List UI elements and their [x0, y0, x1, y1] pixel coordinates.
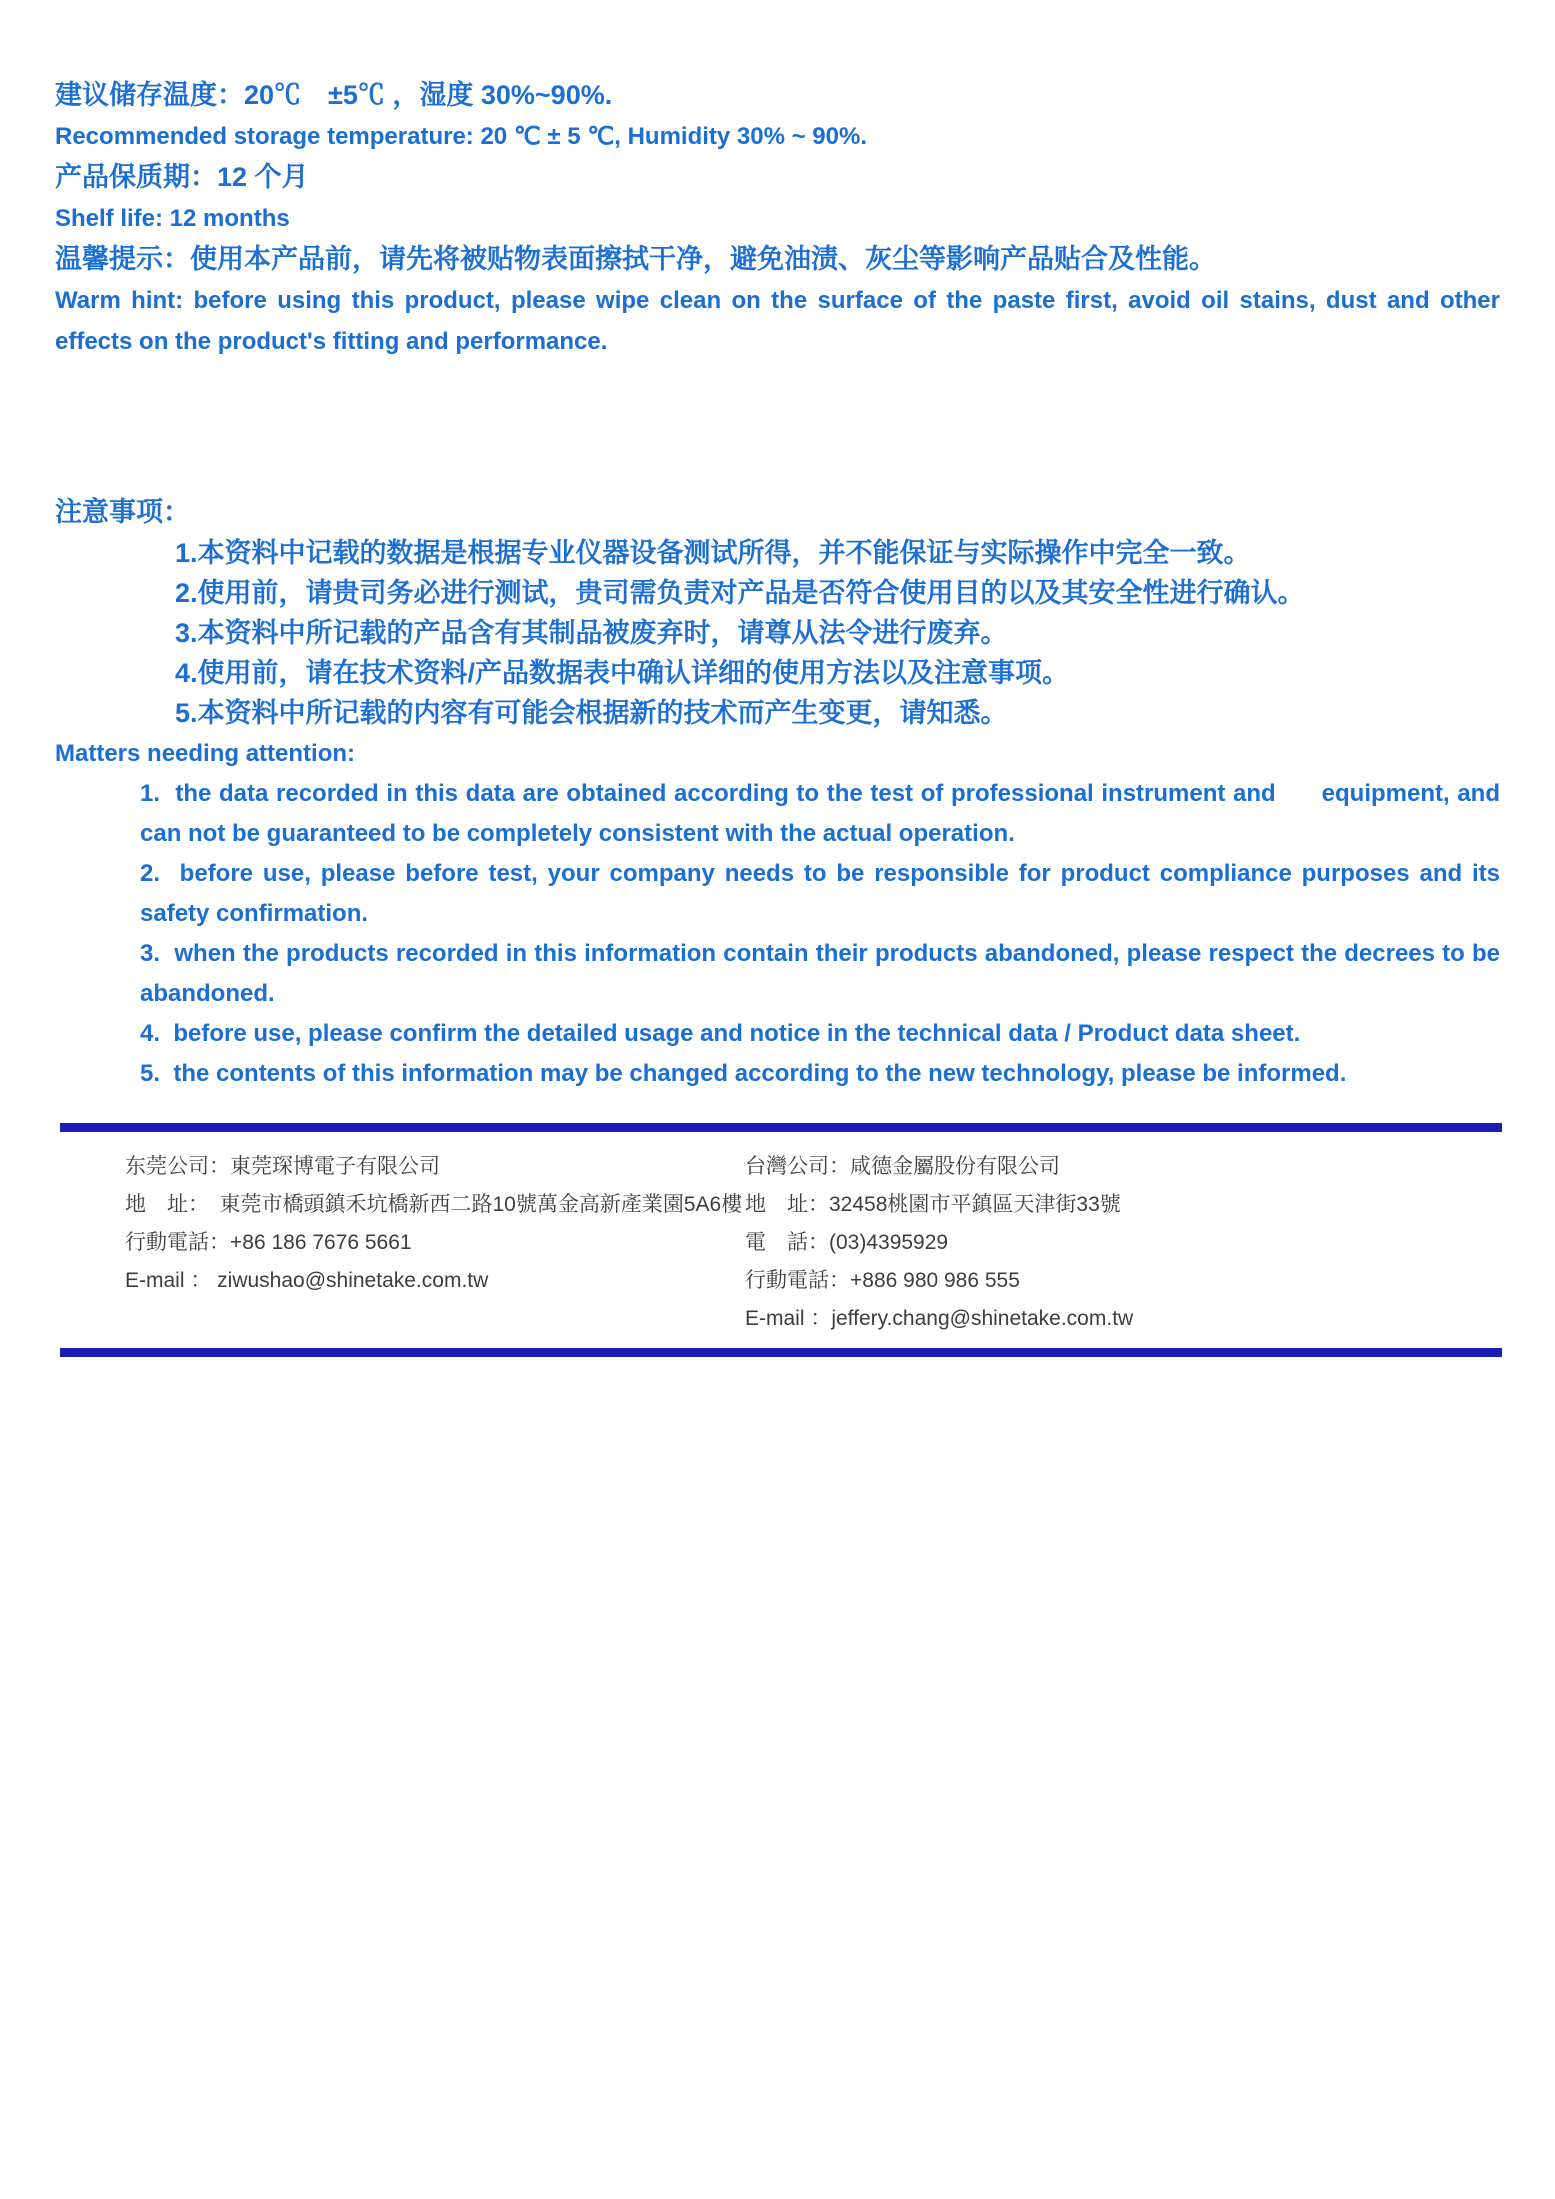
attention-item-en-3: 3. when the products recorded in this information contain their products abandoned, please respect the decrees to be abandoned.	[140, 940, 1507, 1007]
footer-contact-block	[125, 1148, 1470, 1338]
attention-list-zh	[55, 533, 1500, 733]
attention-item-zh-2: 2.使用前，请贵司务必进行测试，贵司需负责对产品是否符合使用目的以及其安全性进行确认。	[175, 578, 1305, 608]
attention-item-zh-1: 1.本资料中记载的数据是根据专业仪器设备测试所得，并不能保证与实际操作中完全一致。	[175, 538, 1251, 568]
attention-item-zh-3: 3.本资料中所记载的产品含有其制品被废弃时，请尊从法令进行废弃。	[175, 618, 1008, 648]
dongguan-address: 地 址： 東莞市橋頭鎮禾坑橋新西二路10號萬金高新產業園5A6樓	[125, 1193, 743, 1216]
divider-bottom	[60, 1348, 1502, 1357]
shelf-life-zh: 产品保质期：12 个月	[55, 162, 309, 192]
taiwan-phone: 電 話：(03)4395929	[745, 1231, 949, 1254]
dongguan-email: E-mail ： ziwushao@shinetake.com.tw	[125, 1269, 489, 1292]
attention-item-zh-5: 5.本资料中所记载的内容有可能会根据新的技术而产生变更，请知悉。	[175, 698, 1008, 728]
attention-item-en-5: 5. the contents of this information may be changed according to the new technology, please be informed.	[140, 1060, 1347, 1087]
taiwan-company-name: 台灣公司：咸德金屬股份有限公司	[745, 1155, 1060, 1178]
footer-dongguan-company	[125, 1148, 745, 1338]
dongguan-company-name: 东莞公司：東莞琛博電子有限公司	[125, 1155, 440, 1178]
attention-item-en-4: 4. before use, please confirm the detailed usage and notice in the technical data / Product data sheet.	[140, 1020, 1301, 1047]
footer-taiwan-company	[745, 1148, 1470, 1338]
taiwan-address: 地 址：32458桃園市平鎮區天津街33號	[745, 1193, 1121, 1216]
divider-top	[60, 1123, 1502, 1132]
attention-heading-zh: 注意事项：	[55, 497, 190, 527]
storage-temp-en: Recommended storage temperature: 20 ℃ ± 5 ℃, Humidity 30% ~ 90%.	[55, 123, 868, 150]
taiwan-mobile: 行動電話：+886 980 986 555	[745, 1269, 1020, 1292]
shelf-life-en: Shelf life: 12 months	[55, 205, 290, 232]
attention-list-en	[55, 774, 1507, 1094]
attention-item-en-1: 1. the data recorded in this data are obtained according to the test of professional instrument and equipment, and can not be guaranteed to be completely consistent with the actual operation.	[140, 780, 1507, 847]
storage-temp-zh: 建议储存温度：20℃ ±5℃ ，湿度 30%~90%.	[55, 80, 613, 110]
warm-hint-en: Warm hint: before using this product, please wipe clean on the surface of the paste first, avoid oil stains, dust and other effects on the product's fitting and performance.	[55, 287, 1500, 355]
taiwan-email: E-mail ：jeffery.chang@shinetake.com.tw	[745, 1307, 1134, 1330]
attention-item-en-2: 2. before use, please before test, your company needs to be responsible for product compliance purposes and its safety confirmation.	[140, 860, 1507, 927]
main-text-block	[55, 75, 1507, 1094]
attention-item-zh-4: 4.使用前，请在技术资料/产品数据表中确认详细的使用方法以及注意事项。	[175, 658, 1070, 688]
dongguan-mobile: 行動電話：+86 186 7676 5661	[125, 1231, 412, 1254]
warm-hint-zh: 温馨提示：使用本产品前，请先将被贴物表面擦拭干净，避免油渍、灰尘等影响产品贴合及性能。	[55, 244, 1216, 274]
attention-heading-en: Matters needing attention:	[55, 740, 356, 767]
